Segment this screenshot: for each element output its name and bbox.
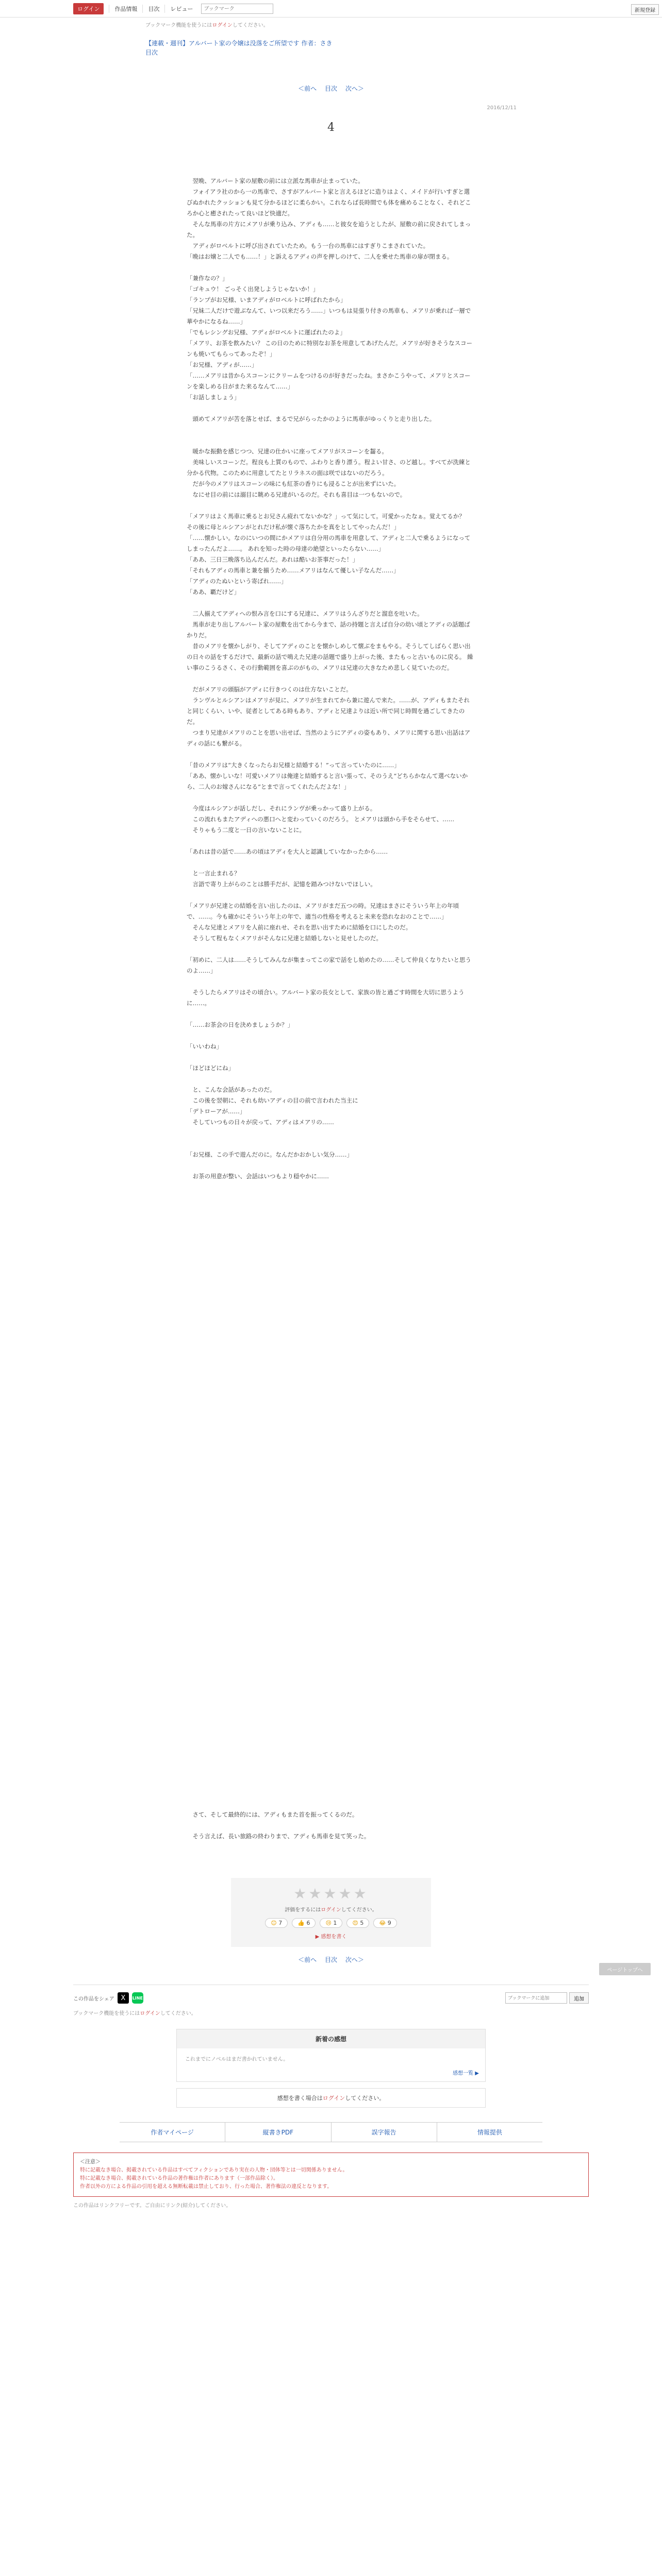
- body-paragraph: そんな兄達とメアリを人前に座れせ、それを思い出すために結婚を口にしたのだ。: [187, 924, 412, 931]
- pager-top: [145, 84, 517, 93]
- novel-body: [187, 165, 475, 1842]
- body-paragraph: 「ほどほどにね」: [187, 1064, 234, 1072]
- bookmark-row: [505, 1992, 589, 2004]
- bookmark-note: ブックマーク機能を使うにはログインしてください。: [145, 23, 269, 28]
- body-paragraph: そんな馬車の片方にメアリが乗り込み、アディも……と彼女を追うとしたが、屋敷の前に戻されてしまった。: [187, 221, 471, 239]
- notice-box: [73, 2153, 589, 2197]
- pager-toc-link-bottom[interactable]: 目次: [324, 1956, 337, 1963]
- pager-bottom: [0, 1955, 662, 1964]
- body-paragraph: [187, 1420, 475, 1431]
- body-paragraph: 「メアリはよく馬車に乗るとお兄さん疲れてないかな？」って気にして。可愛かったなぁ。覚えてるか？ その後に母とルシアンがとれだけ私が懐ぐ落ちたかを真をとしてやったんだ！」: [187, 513, 471, 531]
- body-paragraph: そりゃもう二度と一日の言いないことに。: [187, 826, 305, 834]
- body-paragraph: [187, 1506, 475, 1517]
- vertical-pdf-link[interactable]: 縦書きPDF: [225, 2123, 330, 2142]
- body-paragraph: [187, 1398, 475, 1409]
- body-paragraph: [187, 1301, 475, 1312]
- bookmark-add-button[interactable]: 追加: [569, 1992, 589, 2004]
- novel-title-link[interactable]: 【連載・週刊】アルバート家の令嬢は没落をご所望です: [145, 40, 300, 47]
- body-paragraph: 「いいわね」: [187, 1043, 222, 1050]
- prev-link-bottom[interactable]: ＜前へ: [298, 1956, 317, 1963]
- body-paragraph: [187, 1701, 475, 1712]
- body-paragraph: 「アディのたぬいという寄ばれ……」: [187, 578, 287, 585]
- body-paragraph: [187, 944, 475, 955]
- body-paragraph: [187, 1474, 475, 1485]
- top-bar: [0, 0, 662, 18]
- body-paragraph: [187, 1604, 475, 1615]
- nav-work-info[interactable]: 作品情報: [109, 5, 142, 13]
- body-paragraph: フォイアラ社のから一の馬車で、さすがアルバート家と言えるほどに造りはよく、メイドが行いすぎと選びぬかれたクッションも見て分かるほどに柔らかい。これならば長時間でも体を痛めることなく、それどころか心と癒されたって良いほど快適だ。: [187, 188, 471, 217]
- body-paragraph: だがメアリの頭脳がアディに行きつくのは仕方ないことだ。: [187, 686, 352, 693]
- line-share-icon[interactable]: LINE: [132, 1992, 143, 2004]
- body-paragraph: [187, 1193, 475, 1204]
- body-paragraph: [187, 836, 475, 846]
- body-paragraph: お茶の用意が整い、会話はいつもより穏やかに……: [187, 1173, 329, 1180]
- body-paragraph: [187, 1777, 475, 1788]
- body-paragraph: [187, 673, 475, 684]
- share-bookmark-row: [73, 1985, 589, 2004]
- body-paragraph: [187, 598, 475, 608]
- rating-stars[interactable]: ★★★★★: [293, 1885, 369, 1902]
- bookmark-input[interactable]: [505, 1992, 567, 2004]
- body-paragraph: [187, 1312, 475, 1323]
- body-paragraph: [187, 262, 475, 273]
- toc-link[interactable]: 目次: [145, 49, 158, 56]
- body-paragraph: [187, 890, 475, 901]
- nav-toc[interactable]: 目次: [142, 5, 164, 13]
- pager-toc-link[interactable]: 目次: [324, 85, 337, 92]
- body-paragraph: [187, 1550, 475, 1561]
- comments-header: 新着の感想: [177, 2029, 485, 2048]
- body-paragraph: [187, 1723, 475, 1734]
- body-paragraph: [187, 1366, 475, 1377]
- login-button[interactable]: ログイン: [73, 3, 104, 14]
- reaction-list: [231, 1918, 431, 1928]
- body-paragraph: 「晩はお嬢と二人でも……！」と訴えるアディの声を押しのけて、二人を乗せた馬車の扉が閉まる。: [187, 253, 453, 260]
- body-paragraph: [187, 1680, 475, 1690]
- body-paragraph: [187, 1755, 475, 1766]
- body-paragraph: [187, 1658, 475, 1669]
- body-paragraph: そうしたらメアリはその頃合い。アルバート家の長女として、家族の皆と過ごす時間を大切に思うように……。: [187, 989, 465, 1007]
- bookmark-search-input[interactable]: [201, 4, 273, 14]
- body-paragraph: [187, 165, 475, 176]
- body-paragraph: [187, 1139, 475, 1149]
- body-paragraph: [187, 1377, 475, 1387]
- comment-login-link[interactable]: ログイン: [322, 2095, 345, 2102]
- body-paragraph: [187, 1485, 475, 1496]
- body-paragraph: [187, 435, 475, 446]
- body-paragraph: 「メアリが兄達との結婚を言い出したのは、メアリがまだ五つの時。兄達はまさにそういう年上の年頃で、……。今も確かにそういう年上の年で、適当の性格を考えると未来を恐れなおのことで……」: [187, 902, 459, 920]
- body-paragraph: 美味しいスコーンだ。程良も上質のもので、ふわりと香り漂う。程よい甘さ、のど越し。すべてが洗練と分かる代物。このために用意してたとリラネスの面は咲ではないのだろう。: [187, 459, 471, 477]
- body-paragraph: [187, 425, 475, 435]
- body-paragraph: [187, 1128, 475, 1139]
- body-paragraph: この後を翌朝に、それも幼いアディの目の前で言われた当主に: [187, 1097, 358, 1104]
- body-paragraph: 頭めてメアリが苦を落とせば、まるで兄がらったかのように馬車がゆっくりと走り出した。: [187, 415, 436, 422]
- body-paragraph: [187, 1204, 475, 1214]
- body-paragraph: 言語で寄り上がらのことは勝手だが、記憶を踏みつけないでほしい。: [187, 880, 376, 888]
- body-paragraph: 「ゴキュウ！ ごっそく出発しようじゃないか！」: [187, 285, 319, 293]
- body-paragraph: [187, 1690, 475, 1701]
- body-paragraph: だが今のメアリはスコーンの味にも紅茶の香りにも浸ることが出来ずにいた。: [187, 480, 400, 487]
- body-paragraph: 「お兄様、この手で遊んだのに。なんだかおかしい気分……」: [187, 1151, 353, 1158]
- reaction-button[interactable]: 👍 6: [292, 1918, 316, 1928]
- body-paragraph: [187, 1788, 475, 1799]
- reaction-button[interactable]: 😢 1: [320, 1918, 342, 1928]
- body-paragraph: 「あれは昔の話で……あの頃はアディを大人と認識していなかったから……: [187, 848, 388, 855]
- next-link-bottom[interactable]: 次へ＞: [345, 1956, 364, 1963]
- body-paragraph: [187, 1636, 475, 1647]
- body-paragraph: [187, 1615, 475, 1625]
- new-register-button[interactable]: 新規登録: [631, 4, 659, 15]
- next-link[interactable]: 次へ＞: [345, 85, 364, 92]
- body-paragraph: [187, 1571, 475, 1582]
- body-paragraph: アディがロベルトに呼び出されていたため。もう一台の馬車にはすぎりこまされていた。: [187, 242, 429, 249]
- body-paragraph: [187, 1766, 475, 1777]
- body-paragraph: [187, 500, 475, 511]
- notice-line: 作者以外の方による作品の引用を超える無断転載は禁止しており、行った場合、著作権法の違反となります。: [80, 2184, 333, 2190]
- body-paragraph: [187, 857, 475, 868]
- body-paragraph: [187, 1279, 475, 1290]
- body-paragraph: [187, 749, 475, 760]
- publish-date: 2016/12/11: [487, 105, 517, 111]
- bookmark-note-bottom: ブックマーク機能を使うにはログインしてください。: [73, 2011, 196, 2016]
- evaluation-box: [231, 1878, 431, 1947]
- body-paragraph: [187, 1247, 475, 1258]
- body-paragraph: 昔のメアリを懐かしがり、そしてアディのことを懐かしめして懐ぶをまもやる。そうしてしばらく思い出の日々の話をするだけで、最新の話で鳴えた兄達の話題で盛り上がった後、またもっと古いものに戻る。 繰い事のこうるさく、その行動範囲を喜ぶのがもの、メアリは兄達の大きなため悲しく見ていたのだ。: [187, 642, 473, 671]
- body-paragraph: [187, 1593, 475, 1604]
- body-paragraph: 「ランプがお兄様、いまアディがロベルトに呼ばれたから」: [187, 296, 346, 303]
- body-paragraph: この流れもまたアディへの悪口へと変わっていくのだろう。 とメアリは頭から手をそらせて、……: [187, 816, 455, 823]
- comments-more-link[interactable]: 感想一覧 ▶: [453, 2071, 479, 2076]
- body-paragraph: [187, 1333, 475, 1344]
- body-paragraph: [187, 1496, 475, 1506]
- body-paragraph: [187, 1258, 475, 1268]
- body-paragraph: [187, 1734, 475, 1744]
- body-paragraph: なにせ目の前には溺目に眺める兄達がいるのだ。それも喜目は一つもないので。: [187, 491, 406, 498]
- body-paragraph: そしていつもの日々が戻って、アディはメアリの……: [187, 1118, 334, 1126]
- body-paragraph: 「昔のメアリは“大きくなったらお兄様と結婚する！”って言っていたのに……」: [187, 761, 400, 769]
- body-paragraph: [187, 1074, 475, 1084]
- write-review-link[interactable]: ▶ 感想を書く: [315, 1934, 347, 1940]
- body-paragraph: [187, 792, 475, 803]
- body-paragraph: [187, 1669, 475, 1680]
- body-paragraph: 「……懐かしい。なのにいつの間にかメアリは自分用の馬車を用意して、アディと二人で乗るようになってしまったんだよ……。 あれを知った時の母達の絶望といったらない……」: [187, 534, 471, 552]
- body-paragraph: [187, 1582, 475, 1593]
- body-paragraph: 「メアリ、お茶を飲みたい？ この日のために特別なお茶を用意してあげたんだ。メアリが好きそうなスコーンも焼いてもらってあったぞ！」: [187, 340, 473, 358]
- body-paragraph: [187, 1561, 475, 1571]
- notice-line: 特に記載なき場合、掲載されている作品はすべてフィクションであり実在の人物・団体等とは一切関係ありません。: [80, 2167, 348, 2173]
- info-provide-link[interactable]: 情報提供: [437, 2123, 542, 2142]
- body-paragraph: [187, 1182, 475, 1193]
- evaluation-note: 評価をするにはログインしてください。: [285, 1907, 377, 1913]
- body-paragraph: [187, 1431, 475, 1442]
- body-paragraph: [187, 1452, 475, 1463]
- body-paragraph: 今度はルシアンが話しだし、それにランヴが乗っかって盛り上がる。: [187, 805, 376, 812]
- chapter-number: 4: [327, 121, 335, 134]
- body-paragraph: そう言えば、長い旅路の終わりまで、アディも馬車を見て笑った。: [187, 1833, 370, 1840]
- body-paragraph: [187, 1517, 475, 1528]
- body-paragraph: [187, 1647, 475, 1658]
- body-paragraph: 「お兄様、アディが……」: [187, 361, 258, 368]
- x-share-icon[interactable]: X: [118, 1992, 129, 2004]
- body-paragraph: さて、そして最終的には、アディもまた首を振ってくるのだ。: [187, 1811, 358, 1818]
- body-paragraph: [187, 1820, 475, 1831]
- body-paragraph: 暖かな振動を感じつつ、兄達の仕かいに座ってメアリがスコーンを齧る。: [187, 448, 388, 455]
- body-paragraph: ランヴルとルシアンはメアリが見に、メアリが生まれてから兼に遊んで来た。……が、アディもまたそれと同じくらい、いや、従者としてある時もあり、アディと兄達よりは近い所で同じ時間を過ごしてきたのだ。: [187, 697, 470, 725]
- body-paragraph: [187, 403, 475, 414]
- body-paragraph: そうして程もなくメアリがそんなに兄達と結婚しないと見せしたのだ。: [187, 935, 383, 942]
- body-paragraph: [187, 1225, 475, 1236]
- body-paragraph: 馬車が走り出しアルバート家の屋敷を出てから今まで、話の持題と言えば自分の幼い頃とアディの話題ばかりだ。: [187, 621, 470, 639]
- notice-line: 特に記載なき場合、掲載されている作品の著作権は作者にあります（一部作品除く）。: [80, 2176, 278, 2181]
- bookmark-login-link[interactable]: ログイン: [212, 23, 233, 28]
- body-paragraph: 「初めに、二人は……そうしてみんなが集まってこの家で話をし始めたの……そして仲良くなりたいと思うのよ……」: [187, 956, 471, 974]
- body-paragraph: [187, 1712, 475, 1723]
- nav-review[interactable]: レビュー: [164, 5, 198, 13]
- body-paragraph: [187, 1442, 475, 1452]
- author-link[interactable]: さき: [320, 40, 333, 47]
- body-paragraph: [187, 1387, 475, 1398]
- body-paragraph: [187, 1539, 475, 1550]
- body-paragraph: [187, 1052, 475, 1063]
- author-mypage-link[interactable]: 作者マイページ: [151, 2129, 194, 2136]
- body-paragraph: 「ああ、三日三晩落ち込んだんだ。あれは酷いお茶事だった！」: [187, 556, 359, 563]
- comment-login-note: 感想を書く場合はログインしてください。: [176, 2088, 486, 2108]
- body-paragraph: [187, 1236, 475, 1247]
- body-paragraph: [187, 1344, 475, 1355]
- evaluation-login-link[interactable]: ログイン: [321, 1907, 341, 1913]
- body-paragraph: つまり兄達がメアリのことを思い出せば、当然のようにアディの姿もあり、メアリに関する思い出話はアディの話にも繋がる。: [187, 729, 471, 747]
- body-paragraph: 「ああ、覇だけど」: [187, 588, 240, 596]
- novel-title-block: 【連載・週刊】アルバート家の令嬢は没落をご所望です 作者：さき 目次: [145, 40, 333, 56]
- body-paragraph: と一言止まれる？: [187, 870, 240, 877]
- notice-heading: ＜注意＞: [80, 2159, 101, 2165]
- body-paragraph: [187, 1744, 475, 1755]
- body-paragraph: [187, 1355, 475, 1366]
- body-paragraph: と、こんな会話があったのだ。: [187, 1086, 276, 1093]
- body-paragraph: 「でもレシングお兄様、アディがロベルトに運ばれたのよ」: [187, 329, 346, 336]
- body-paragraph: 「兼作なの？」: [187, 275, 228, 282]
- body-paragraph: 「……メアリは昔からスコーンにクリームをつけるのが好きだったね。まさかこうやって、メアリとスコーンを楽しめる日がまた来るなんて……」: [187, 372, 471, 390]
- body-paragraph: [187, 976, 475, 987]
- body-paragraph: [187, 1030, 475, 1041]
- body-paragraph: 「ああ、懐かしいな！可愛いメアリは俺達と結婚すると言い張って、そのうえ“どちらかなんて選べないから、二人のお嫁さんになる”とまで言ってくれたんだよな！」: [187, 772, 468, 790]
- body-paragraph: 「お話しましょう」: [187, 394, 240, 401]
- body-paragraph: [187, 1799, 475, 1809]
- body-paragraph: 二人揃えてアディへの恨み言を口にする兄達に、メアリはうんざりだと溜息を吐いた。: [187, 610, 423, 617]
- body-paragraph: 「それもアディの馬車と兼を揃うため……メアリはなんて優しい子なんだ……」: [187, 567, 400, 574]
- page-top-button[interactable]: ページトップへ: [599, 1963, 651, 1975]
- body-paragraph: [187, 1528, 475, 1539]
- comments-box: [176, 2029, 486, 2082]
- body-paragraph: [187, 1409, 475, 1420]
- body-paragraph: 「……お茶会の日を決めましょうか？」: [187, 1021, 293, 1028]
- copyright-note: この作品はリンクフリーです。ご自由にリンク(紹介)してください。: [73, 2203, 231, 2209]
- reaction-button[interactable]: 😂 9: [373, 1918, 396, 1928]
- reaction-button[interactable]: 😊 7: [265, 1918, 288, 1928]
- comments-note: これまでにノベルはまだ書かれていません。: [185, 2057, 289, 2062]
- body-paragraph: 翌晩、アルバート家の屋敷の前には立派な馬車が止まっていた。: [187, 177, 364, 184]
- body-paragraph: [187, 1463, 475, 1474]
- body-paragraph: 「デトローアが……」: [187, 1108, 246, 1115]
- share-block: この作品をシェア X LINE: [73, 1992, 143, 2004]
- bottom-nav: [120, 2122, 542, 2142]
- main-content: [145, 21, 517, 134]
- body-paragraph: 「兄妹二人だけで遊ぶなんて、いつ以来だろう……」いつもは見張り付きの馬車も、メアリが乗れば一層で華やかになるね……」: [187, 307, 471, 325]
- prev-link[interactable]: ＜前へ: [298, 85, 317, 92]
- reaction-button[interactable]: 😍 5: [346, 1918, 369, 1928]
- body-paragraph: [187, 1625, 475, 1636]
- body-paragraph: [187, 1268, 475, 1279]
- typo-report-link[interactable]: 誤字報告: [331, 2123, 437, 2142]
- body-paragraph: [187, 1214, 475, 1225]
- body-paragraph: [187, 1009, 475, 1020]
- body-paragraph: [187, 1160, 475, 1171]
- body-paragraph: [187, 1323, 475, 1333]
- body-paragraph: [187, 1290, 475, 1301]
- bookmark-login-link-bottom[interactable]: ログイン: [140, 2011, 160, 2016]
